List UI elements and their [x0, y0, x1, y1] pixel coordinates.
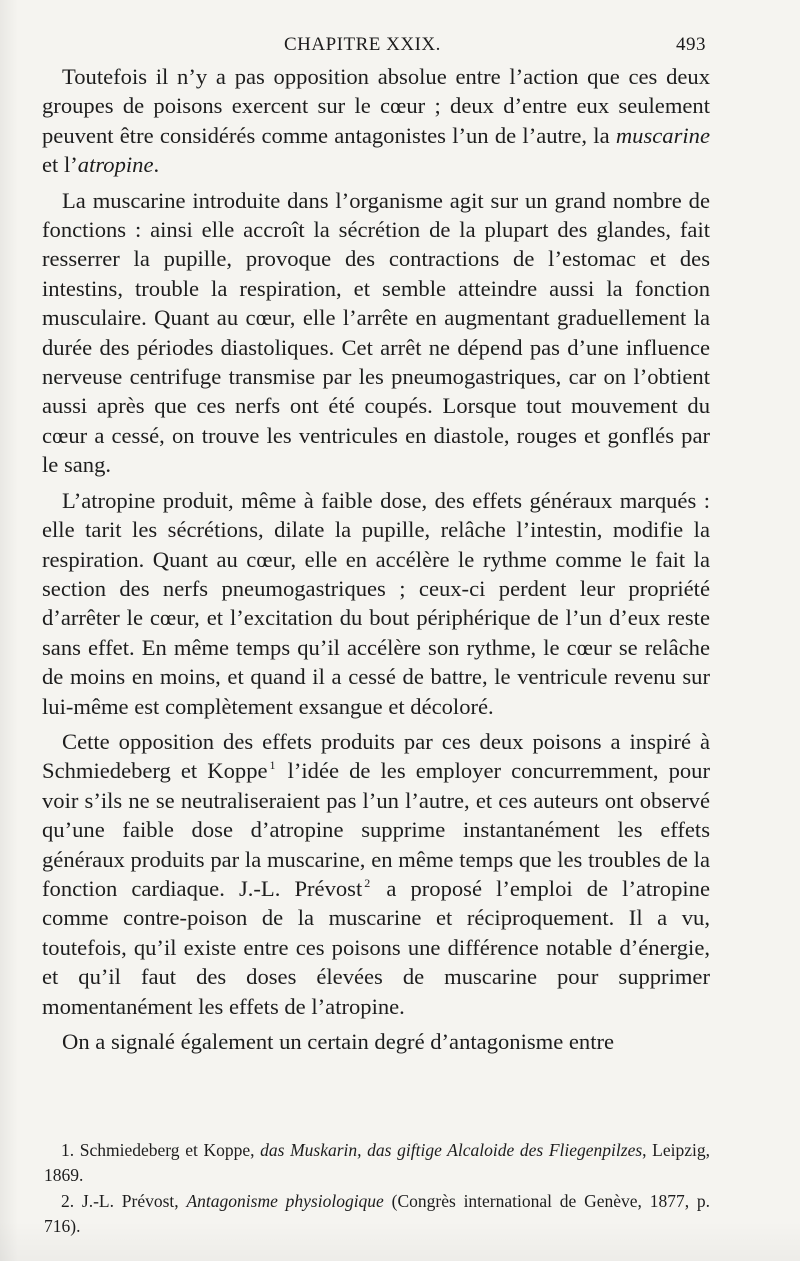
- main-text: [42, 62, 710, 1056]
- footnotes: [44, 1138, 710, 1240]
- footnote-ref-1: 1: [269, 758, 276, 773]
- footnote-1: 1. Schmiedeberg et Koppe, das Muskarin, das giftige Alcaloide des Fliegenpilzes, Leipzig, 1869.: [44, 1140, 710, 1185]
- paragraph-4: Cette opposition des effets produits par ces deux poisons a inspiré à Schmiedeberg et Koppe $^1$ l’idée de les employer concurremment, pour voir s’ils ne se neutraliseraient pas l’un l’autre, et ces auteurs ont observé qu’une faible dose d’atropine supprime instantanément les effets généraux produits par la muscarine, en même temps que les troubles de la fonction cardiaque. J.-L. Prévost $^2$ a proposé l’emploi de l’atropine comme contre-poison de la muscarine et réciproquement. Il a vu, toutefois, qu’il existe entre ces poisons une différence notable d’énergie, et qu’il faut des doses élevées de muscarine pour supprimer momentanément les effets de l’atropine.: [42, 728, 711, 1019]
- paragraph-1: Toutefois il n’y a pas opposition absolue entre l’action que ces deux groupes de poisons exercent sur le cœur ; deux d’entre eux seulement peuvent être considérés comme antagonistes l’un de l’autre, la muscarine et l’atropine.: [42, 64, 710, 178]
- footnote-ref-2: 2: [364, 875, 371, 890]
- paragraph-3: L’atropine produit, même à faible dose, des effets généraux marqués : elle tarit les sécrétions, dilate la pupille, relâche l’intestin, modifie la respiration. Quant au cœur, elle en accélère le rythme comme le fait la section des nerfs pneumogastriques ; ceux-ci perdent leur propriété d’arrêter le cœur, et l’excitation du bout périphérique de l’un d’eux reste sans effet. En même temps qu’il accélère son rythme, le cœur se relâche de moins en moins, et quand il a cessé de battre, le ventricule revenu sur lui-même est complètement exsangue et décoloré.: [42, 487, 710, 719]
- term-muscarine: muscarine: [615, 122, 710, 148]
- chapter-title: CHAPITRE XXIX.: [284, 34, 441, 55]
- paragraph-2: La muscarine introduite dans l’organisme agit sur un grand nombre de fonctions : ainsi elle accroît la sécrétion de la plupart des glandes, fait resserrer la pupille, provoque des contractions de l’estomac et des intestins, trouble la respiration, et semble atteindre aussi la fonction musculaire. Quant au cœur, elle l’arrête en augmentant graduellement la durée des périodes diastoliques. Cet arrêt ne dépend pas d’une influence nerveuse centrifuge transmise par les pneumogastriques, car on l’obtient aussi après que ces nerfs ont été coupés. Lorsque tout mouvement du cœur a cessé, on trouve les ventricules en diastole, rouges et gonflés par le sang.: [42, 187, 710, 478]
- running-header: [0, 34, 800, 58]
- paragraph-5: On a signalé également un certain degré d’antagonisme entre: [62, 1029, 615, 1054]
- term-atropine: atropine: [77, 152, 154, 178]
- page-number: 493: [676, 34, 706, 55]
- footnote-2: 2. J.-L. Prévost, Antagonisme physiologique (Congrès international de Genève, 1877, p. 716).: [44, 1191, 711, 1236]
